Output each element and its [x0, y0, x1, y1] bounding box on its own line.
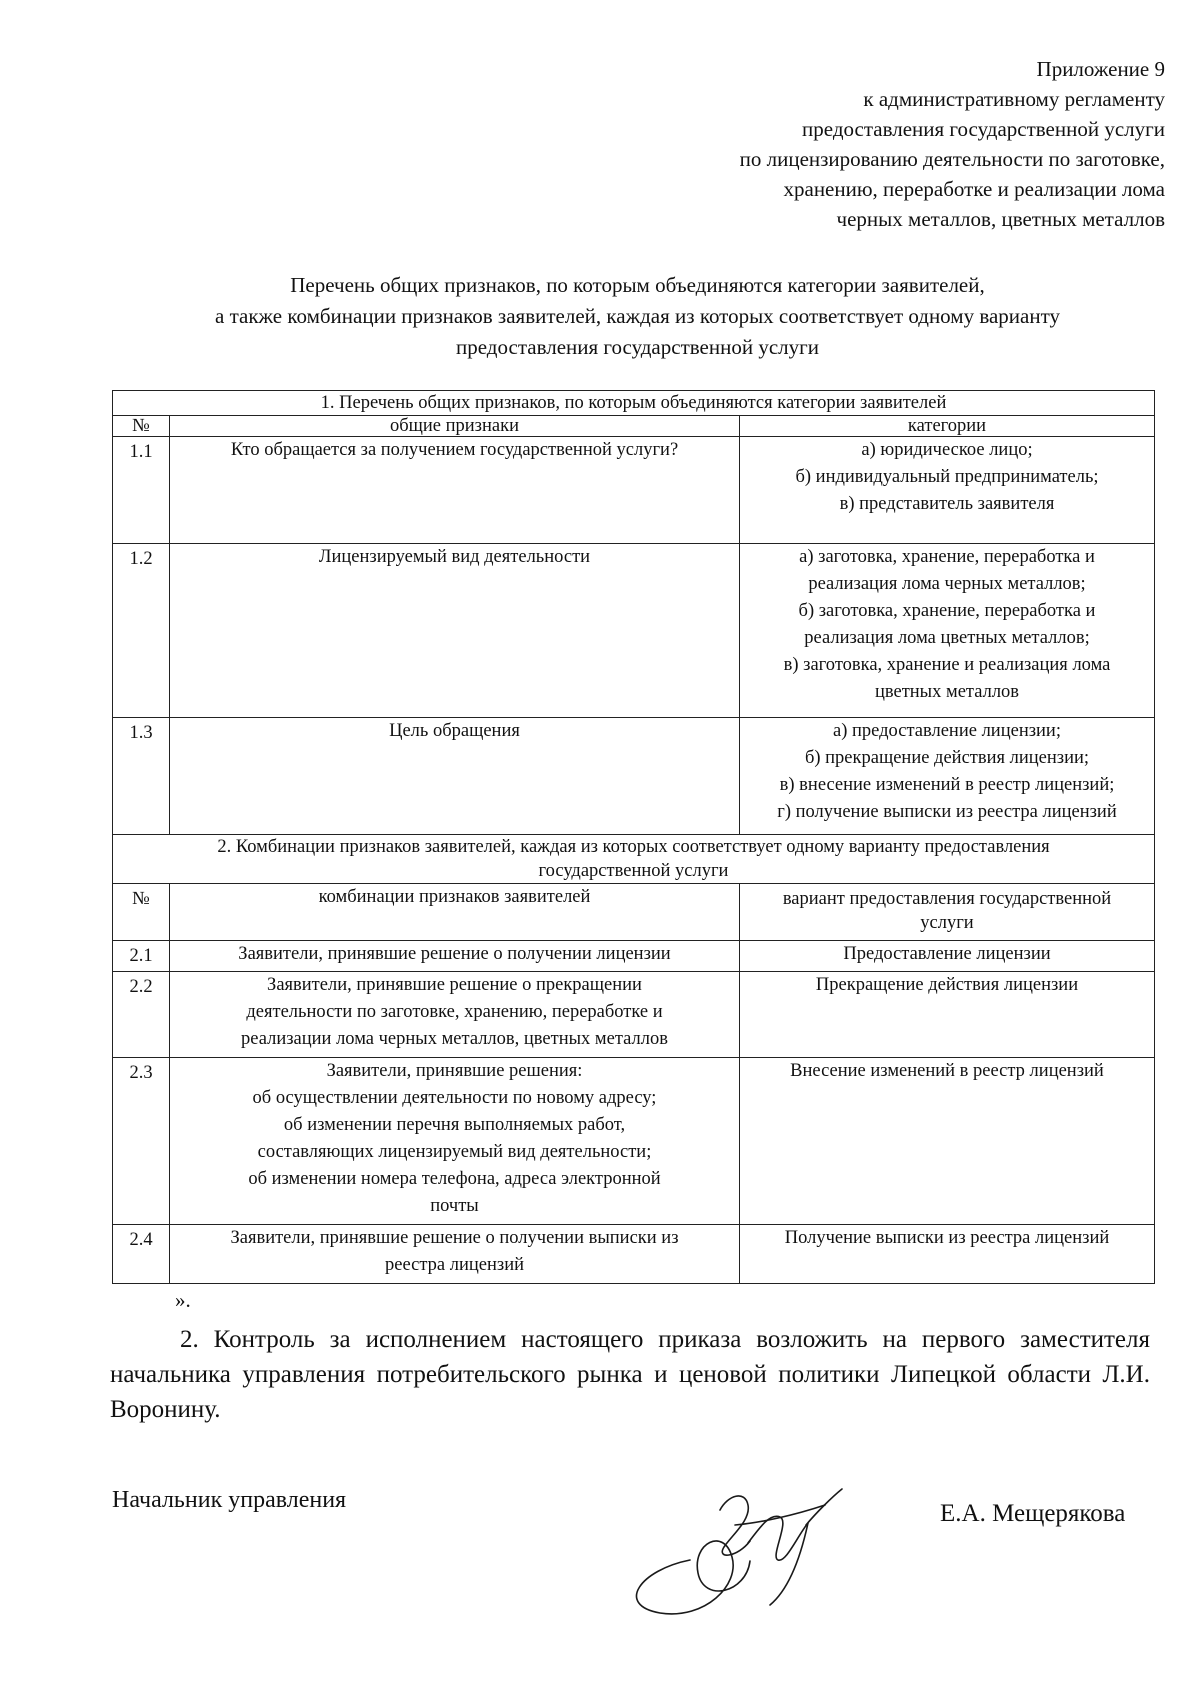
- list-title-line: а также комбинации признаков заявителей, каждая из которых соответствует одному варианту: [215, 304, 1060, 328]
- appendix-line: хранению, переработке и реализации лома: [783, 177, 1165, 201]
- category-line: а) предоставление лицензии;: [833, 721, 1061, 741]
- section2-title-line: государственной услуги: [538, 861, 729, 881]
- section1-header-row: [113, 416, 1155, 437]
- row-attribute: Цель обращения: [170, 718, 740, 835]
- appendix-line: к административному регламенту: [863, 87, 1165, 111]
- section1-title: 1. Перечень общих признаков, по которым объединяются категории заявителей: [113, 391, 1155, 416]
- row-combination: [170, 1225, 740, 1284]
- table-row: [113, 1058, 1155, 1225]
- row-categories: [740, 544, 1155, 718]
- row-combination: [170, 972, 740, 1058]
- category-line: б) прекращение действия лицензии;: [804, 748, 1090, 768]
- variant-header-line: услуги: [920, 913, 974, 933]
- section2-title-row: [113, 835, 1155, 884]
- row-number: 1.2: [113, 544, 170, 718]
- category-line: в) заготовка, хранение и реализация лома: [783, 655, 1111, 675]
- row-number: 1.3: [113, 718, 170, 835]
- combination-line: почты: [430, 1196, 479, 1216]
- section2-title: [113, 835, 1155, 884]
- table-row: [113, 972, 1155, 1058]
- appendix-line: черных металлов, цветных металлов: [836, 207, 1165, 231]
- combination-line: Заявители, принявшие решение о прекращении: [267, 975, 642, 995]
- combination-line: Заявители, принявшие решение о получении выписки из: [230, 1228, 679, 1248]
- row-number: 2.3: [113, 1058, 170, 1225]
- combination-line: об изменении перечня выполняемых работ,: [283, 1115, 626, 1135]
- combination-line: Заявители, принявшие решения:: [326, 1061, 583, 1081]
- combination-line: Заявители, принявшие решение о получении лицензии: [238, 944, 671, 964]
- row-combination: [170, 1058, 740, 1225]
- category-line: реализация лома черных металлов;: [808, 574, 1086, 594]
- section1-title-row: [113, 391, 1155, 416]
- table-row: [113, 941, 1155, 972]
- list-title-line: Перечень общих признаков, по которым объединяются категории заявителей,: [290, 273, 985, 297]
- col-combo-header: комбинации признаков заявителей: [170, 884, 740, 941]
- row-number: 1.1: [113, 437, 170, 544]
- section2-header-row: [113, 884, 1155, 941]
- row-number: 2.1: [113, 941, 170, 972]
- row-attribute: Кто обращается за получением государственной услуги?: [170, 437, 740, 544]
- category-line: а) юридическое лицо;: [861, 440, 1033, 460]
- row-variant: Прекращение действия лицензии: [740, 972, 1155, 1058]
- closing-quote-mark: ».: [175, 1288, 191, 1312]
- signatory-role: Начальник управления: [112, 1487, 347, 1513]
- combination-line: составляющих лицензируемый вид деятельности;: [257, 1142, 652, 1162]
- category-line: в) представитель заявителя: [839, 494, 1055, 514]
- row-categories: [740, 718, 1155, 835]
- row-combination: [170, 941, 740, 972]
- appendix-header: [600, 54, 1165, 234]
- row-number: 2.2: [113, 972, 170, 1058]
- category-line: а) заготовка, хранение, переработка и: [799, 547, 1095, 567]
- category-line: реализация лома цветных металлов;: [804, 628, 1090, 648]
- combination-line: об изменении номера телефона, адреса электронной: [248, 1169, 661, 1189]
- row-variant: Получение выписки из реестра лицензий: [740, 1225, 1155, 1284]
- appendix-line: по лицензированию деятельности по заготовке,: [739, 147, 1165, 171]
- row-categories: [740, 437, 1155, 544]
- category-line: в) внесение изменений в реестр лицензий;: [779, 775, 1115, 795]
- category-line: б) заготовка, хранение, переработка и: [798, 601, 1096, 621]
- table-row: [113, 437, 1155, 544]
- appendix-line: предоставления государственной услуги: [802, 117, 1165, 141]
- row-number: 2.4: [113, 1225, 170, 1284]
- row-variant: Предоставление лицензии: [740, 941, 1155, 972]
- appendix-line: Приложение 9: [1036, 57, 1165, 81]
- col-num-header: №: [113, 884, 170, 941]
- variant-header-line: вариант предоставления государственной: [782, 889, 1112, 909]
- attributes-table: [112, 390, 1155, 1284]
- combination-line: об осуществлении деятельности по новому адресу;: [252, 1088, 657, 1108]
- row-attribute: Лицензируемый вид деятельности: [170, 544, 740, 718]
- list-title: [110, 270, 1165, 363]
- section2-title-line: 2. Комбинации признаков заявителей, каждая из которых соответствует одному варианту предоставления: [217, 837, 1050, 857]
- category-line: г) получение выписки из реестра лицензий: [777, 802, 1117, 822]
- col-variant-header: [740, 884, 1155, 941]
- control-paragraph: 2. Контроль за исполнением настоящего приказа возложить на первого заместителя начальника управления потребительского рынка и ценовой политики Липецкой области Л.И. Воронину.: [110, 1326, 1150, 1423]
- col-attr-header: общие признаки: [170, 416, 740, 437]
- table-row: [113, 544, 1155, 718]
- category-line: цветных металлов: [874, 682, 1020, 702]
- col-num-header: №: [113, 416, 170, 437]
- col-cat-header: категории: [740, 416, 1155, 437]
- combination-line: реализации лома черных металлов, цветных металлов: [241, 1029, 668, 1049]
- combination-line: деятельности по заготовке, хранению, переработке и: [246, 1002, 663, 1022]
- table-row: [113, 1225, 1155, 1284]
- combination-line: реестра лицензий: [385, 1255, 524, 1275]
- list-title-line: предоставления государственной услуги: [456, 335, 819, 359]
- handwritten-signature-icon: [620, 1465, 860, 1615]
- row-variant: Внесение изменений в реестр лицензий: [740, 1058, 1155, 1225]
- signatory-name: Е.А. Мещерякова: [940, 1500, 1126, 1527]
- category-line: б) индивидуальный предприниматель;: [795, 467, 1099, 487]
- table-row: [113, 718, 1155, 835]
